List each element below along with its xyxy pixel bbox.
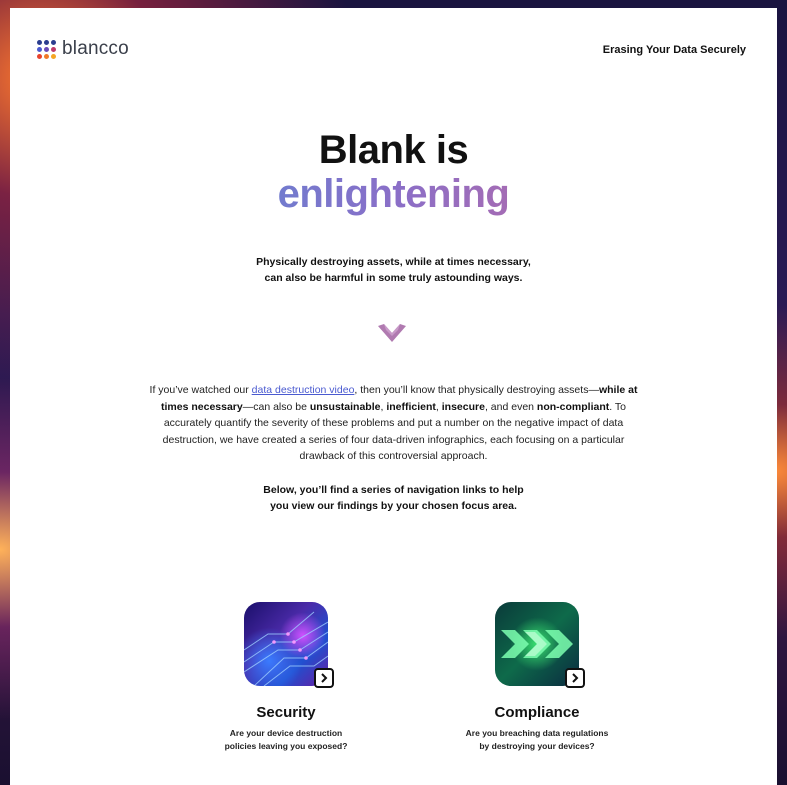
chevron-right-icon [570, 673, 580, 683]
security-tile[interactable] [186, 602, 386, 753]
nav-hint [10, 482, 777, 514]
body-text-5: . [609, 400, 613, 413]
security-desc-line-1: Are your device destruction [229, 728, 343, 738]
body-bold-2: unsustainable [309, 400, 381, 413]
hero-title: Blank is [318, 128, 469, 172]
security-desc-line-2: policies leaving you exposed? [224, 741, 348, 751]
brand-logo[interactable] [37, 38, 129, 60]
compliance-desc-line-1: Are you breaching data regulations [465, 728, 609, 738]
compliance-description [437, 727, 637, 753]
body-bold-3: inefficient [386, 400, 436, 413]
body-bold-4: insecure [441, 400, 485, 413]
body-bold-5: non-compliant [536, 400, 610, 413]
body-paragraph [140, 382, 647, 465]
body-text-6: To accurately quantify the severity of these problems and put a number on the negative impact of data destruction, we have created a series of four data-driven infographics, each focusing on a particular drawback of this controversial approach. [162, 400, 626, 462]
body-text-1: If you’ve watched our [149, 384, 252, 396]
body-bold-1: while at times necessary [161, 384, 638, 413]
nav-hint-line-1: Below, you’ll find a series of navigation links to help [263, 484, 524, 496]
intro-line-2: can also be harmful in some truly astounding ways. [264, 272, 523, 284]
compliance-desc-line-2: by destroying your devices? [479, 741, 595, 751]
chevron-down-icon[interactable] [378, 324, 406, 344]
header-tagline: Erasing Your Data Securely [602, 44, 746, 56]
body-sep-2: , [435, 400, 442, 413]
data-destruction-video-link[interactable]: data destruction video [251, 384, 355, 396]
body-sep-1: , [380, 400, 387, 413]
hero-subtitle: enlightening [10, 172, 777, 216]
chevron-right-icon [319, 673, 329, 683]
page-card [10, 8, 777, 785]
compliance-arrow-button[interactable] [565, 668, 585, 688]
security-title[interactable]: Security [256, 704, 316, 721]
compliance-title[interactable]: Compliance [494, 704, 580, 721]
security-description [186, 727, 386, 753]
body-text-2: , then you’ll know that physically destroying assets— [354, 384, 599, 396]
security-arrow-button[interactable] [314, 668, 334, 688]
header [10, 8, 777, 88]
intro-text [10, 254, 777, 286]
compliance-tile[interactable] [437, 602, 637, 753]
body-text-3: —can also be [242, 400, 310, 413]
body-text-4: , and even [484, 400, 537, 413]
logo-dots-icon [37, 40, 56, 59]
intro-line-1: Physically destroying assets, while at times necessary, [256, 256, 531, 268]
nav-hint-line-2: you view our findings by your chosen focus area. [270, 500, 517, 512]
brand-name: blancco [62, 38, 129, 59]
